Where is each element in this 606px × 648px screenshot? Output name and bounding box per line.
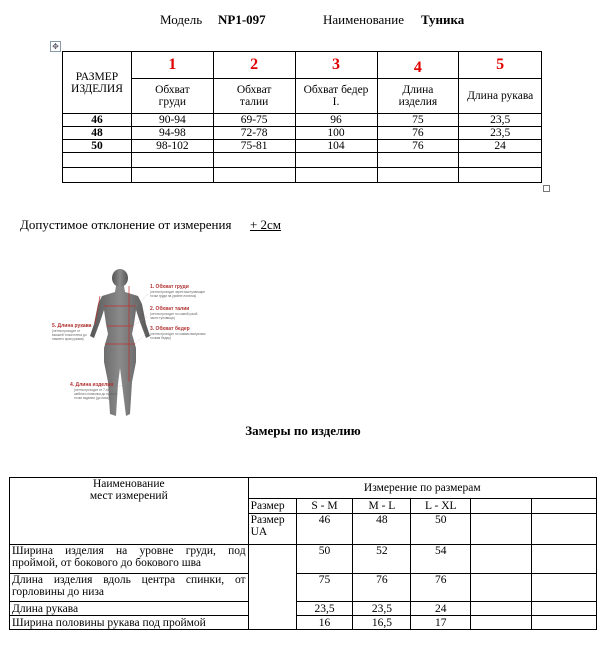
deviation-line	[20, 217, 281, 233]
table-resize-handle[interactable]	[543, 185, 550, 192]
model-value: NP1-097	[218, 12, 266, 27]
col-label-4: Длина изделия	[377, 79, 459, 114]
table-row: 46 90-94 69-75 96 75 23,5	[63, 114, 542, 127]
deviation-text: Допустимое отклонение от измерения	[20, 217, 232, 232]
note-5-title: 5. Длина рукава	[52, 323, 92, 329]
col-label-2: Обхват талии	[213, 79, 295, 114]
name-label: Наименование	[323, 12, 404, 27]
svg-text:шейного позвонка до нужной: шейного позвонка до нужной	[74, 392, 117, 396]
col-num-2: 2	[213, 52, 295, 79]
col-num-1: 1	[131, 52, 213, 79]
col-num-4: 4	[377, 52, 459, 79]
col-label-3: Обхват бедер I.	[295, 79, 377, 114]
size-table	[62, 51, 542, 183]
measurements-title: Замеры по изделию	[245, 423, 361, 438]
col-label-5: Длина рукава	[459, 79, 542, 114]
table-move-icon[interactable]: ✥	[50, 41, 61, 52]
svg-text:части туловища): части туловища)	[150, 316, 175, 320]
measurements-table: Наименование мест измерений Измерение по размерам Размер S - M M - L L - XL Размер UA 46 48 50 Ширина изделия на уровне груди, под проймой, от бокового до бокового шва 50 52 54 Длина изделия вдоль центра спинки, от горловины до низа 75 76 76 Длина рукава 23,5 23,5 24 Ширина половины рукава под проймой 16 16,5 17	[9, 477, 597, 630]
col-num-3: 3	[295, 52, 377, 79]
size-label: Размер	[248, 499, 296, 514]
note-1-title: 1. Обхват груди	[150, 284, 189, 290]
measurement-figure	[50, 264, 240, 429]
table-row-empty	[63, 153, 542, 168]
svg-text:(лента проходит через выступаю: (лента проходит через выступающие	[150, 290, 206, 294]
note-3-title: 3. Обхват бедер	[150, 326, 190, 332]
ua-label: Размер UA	[248, 514, 296, 545]
svg-text:точки изделия (до низа)): точки изделия (до низа))	[74, 396, 111, 400]
deviation-value: + 2см	[249, 217, 282, 232]
col-num-5: 5	[459, 52, 542, 79]
svg-text:высшей точки плеча до: высшей точки плеча до	[52, 333, 87, 337]
note-4-title: 4. Длина изделия	[70, 382, 114, 388]
table-row: Длина рукава 23,5 23,5 24	[10, 602, 597, 616]
svg-text:точки груди на уровне лопаток): точки груди на уровне лопаток)	[150, 294, 197, 298]
svg-text:(лента проходит от: (лента проходит от	[52, 329, 81, 333]
table-row-empty	[63, 168, 542, 183]
measure-header: Измерение по размерам	[248, 478, 596, 499]
size-header-cell	[63, 52, 132, 114]
name-value: Туника	[421, 12, 465, 27]
table-row: 48 94-98 72-78 100 76 23,5	[63, 127, 542, 140]
svg-text:точкам бедер): точкам бедер)	[150, 336, 172, 340]
col-label-1: Обхват груди	[131, 79, 213, 114]
svg-text:(лента проходит по самой узкой: (лента проходит по самой узкой	[150, 312, 198, 316]
place-header: Наименование мест измерений	[10, 478, 249, 545]
table-row: Длина изделия вдоль центра спинки, от горловины до низа 75 76 76	[10, 574, 597, 602]
model-label: Модель	[160, 12, 203, 27]
size-header: РАЗМЕР ИЗДЕЛИЯ	[71, 70, 123, 95]
svg-text:(лента проходит по самым выпук: (лента проходит по самым выпуклым	[150, 332, 206, 336]
table-row: Ширина изделия на уровне груди, под проймой, от бокового до бокового шва 50 52 54	[10, 545, 597, 574]
table-row: Ширина половины рукава под проймой 16 16,5 17	[10, 616, 597, 630]
svg-text:(лента проходит от 7-го: (лента проходит от 7-го	[74, 388, 109, 392]
svg-text:нижнего края рукава): нижнего края рукава)	[52, 337, 84, 341]
note-2-title: 2. Обхват талии	[150, 306, 190, 312]
table-row: 50 98-102 75-81 104 76 24	[63, 140, 542, 153]
